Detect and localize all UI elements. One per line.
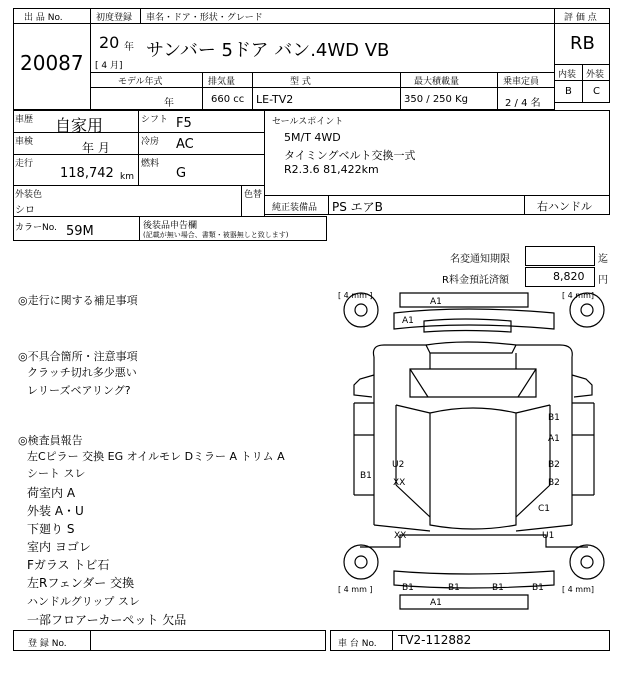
chassis-label: 車 台 No. [338, 639, 377, 649]
sales-point-label: セールスポイント [272, 117, 344, 127]
details-box [13, 110, 265, 186]
inspection-label: 車検 [15, 137, 34, 147]
mark-rear-bumper-2: B1 [448, 583, 460, 593]
overall-grade: RB [570, 33, 595, 54]
tire-rear-left [344, 545, 378, 579]
exterior-grade: C [593, 86, 600, 97]
inspector-line-7: Fガラス トビ石 [27, 558, 110, 572]
first-reg-year: 20 [99, 33, 120, 52]
fuel-value: G [176, 166, 187, 181]
inspector-line-5: 下廻り S [27, 522, 75, 536]
tire-depth-fl: [ 4 mm ] [338, 291, 373, 300]
displacement-label: 排気量 [208, 77, 236, 87]
type-label: 型 式 [290, 77, 311, 87]
first-reg-label: 初度登録 [96, 13, 133, 23]
grade-label: 評 価 点 [564, 13, 597, 23]
mark-roof-xx: XX [393, 478, 406, 488]
mark-right-front-fender: B1 [548, 413, 560, 423]
mark-right-rear: U1 [542, 531, 555, 541]
interior-label: 内装 [558, 70, 577, 80]
inspector-line-6: 室内 ヨゴレ [27, 540, 91, 554]
mark-rear-bumper-3: B1 [492, 583, 504, 593]
mileage-label: 走行 [15, 159, 34, 169]
name-change-unit: 迄 [598, 254, 608, 265]
reg-no-label: 登 録 No. [28, 639, 67, 649]
name-change-value-box [525, 246, 595, 266]
history-label: 車歴 [15, 115, 34, 125]
inspection-value: 年 月 [82, 141, 110, 155]
mark-right-front-door: A1 [548, 434, 560, 444]
defect-line-1: クラッチ切れ多少悪い [27, 366, 137, 379]
type-value: LE-TV2 [256, 93, 294, 106]
equipment-value: PS エアB [332, 200, 383, 214]
first-reg-month: [ 4 月] [95, 61, 123, 71]
inspector-line-4: 外装 A・U [27, 504, 84, 518]
aftermarket-note: (記載が無い場合、書類・被器無しと致します) [143, 231, 289, 239]
ext-color-label: 外装色 [15, 190, 43, 200]
defect-line-2: レリーズベアリング? [27, 384, 131, 397]
mark-left-side: B1 [360, 471, 372, 481]
tire-depth-fr: [ 4 mm] [562, 291, 595, 300]
recycle-value: 8,820 [553, 270, 585, 283]
inspector-label: ◎検査員報告 [18, 434, 83, 447]
recycle-unit: 円 [598, 275, 608, 286]
mark-rear-bumper-4: B1 [532, 583, 544, 593]
capacity-label: 乗車定員 [503, 77, 540, 87]
fuel-label: 燃料 [141, 159, 160, 169]
capacity-value: 2 / 4 名 [505, 98, 541, 109]
mark-right-pillar: C1 [538, 504, 551, 514]
load-label: 最大積載量 [414, 77, 460, 87]
equipment-label: 純正装備品 [272, 203, 318, 213]
color-no-value: 59M [66, 224, 94, 239]
recycle-label: R料金預託済額 [442, 275, 509, 286]
model-year-label: モデル年式 [118, 77, 163, 87]
lot-no: 20087 [20, 51, 84, 75]
mileage-value: 118,742 [60, 166, 114, 181]
mark-left-rear-xx: XX [394, 531, 407, 541]
color-change-label: 色替 [244, 190, 263, 200]
tire-depth-rl: [ 4 mm ] [338, 585, 373, 594]
shift-value: F5 [176, 116, 192, 131]
inspector-line-9: ハンドルグリップ スレ [27, 595, 140, 608]
shift-label: シフト [141, 115, 169, 125]
name-change-label: 名変通知期限 [450, 254, 510, 265]
tire-rear-right [570, 545, 604, 579]
mark-right-side-1: B2 [548, 460, 560, 470]
ext-color-value: シロ [15, 205, 35, 216]
driving-notes-label: ◎走行に関する補足事項 [18, 294, 138, 307]
history-value: 自家用 [55, 116, 104, 135]
inspector-line-3: 荷室内 A [27, 486, 76, 500]
exterior-label: 外装 [586, 70, 605, 80]
ac-value: AC [176, 137, 194, 152]
ext-color-box [13, 185, 265, 217]
mark-front-bumper: A1 [430, 297, 442, 307]
vehicle-diagram [336, 285, 612, 617]
sales-point-line-3: R2.3.6 81,422km [284, 163, 379, 176]
sales-point-line-2: タイミングベルト交換一式 [284, 149, 416, 162]
color-no-label: カラーNo. [15, 223, 57, 233]
interior-grade: B [565, 86, 572, 97]
mark-right-side-2: B2 [548, 478, 560, 488]
sales-point-line-1: 5M/T 4WD [284, 131, 341, 144]
chassis-value: TV2-112882 [398, 633, 472, 647]
aftermarket-label: 後装品申告欄 [143, 221, 198, 231]
steering-value: 右ハンドル [537, 200, 592, 213]
model-year-value: 年 [164, 98, 174, 109]
defects-label: ◎不具合箇所・注意事項 [18, 350, 138, 363]
first-reg-year-unit: 年 [124, 42, 134, 53]
mileage-unit: km [120, 172, 134, 182]
inspector-line-10: 一部フロアーカーペット 欠品 [27, 613, 187, 627]
inspector-line-2: シート スレ [27, 467, 86, 480]
displacement-value: 660 cc [211, 94, 245, 105]
tire-depth-rr: [ 4 mm] [562, 585, 595, 594]
vehicle-name: サンバー 5ドア バン.4WD VB [146, 40, 390, 61]
mark-roof-u2: U2 [392, 460, 405, 470]
ac-label: 冷房 [141, 137, 160, 147]
vehicle-label: 車名・ドア・形状・グレード [146, 13, 263, 23]
mark-rear-bumper-1: B1 [402, 583, 414, 593]
inspector-line-1: 左Cピラー 交換 EG オイルモレ Dミラー A トリム A [27, 450, 285, 463]
load-value: 350 / 250 Kg [404, 94, 468, 105]
mark-front-panel: A1 [402, 316, 414, 326]
inspector-line-8: 左Rフェンダー 交換 [27, 576, 135, 590]
mark-rear-panel: A1 [430, 598, 442, 608]
lot-no-label: 出 品 No. [24, 13, 63, 23]
